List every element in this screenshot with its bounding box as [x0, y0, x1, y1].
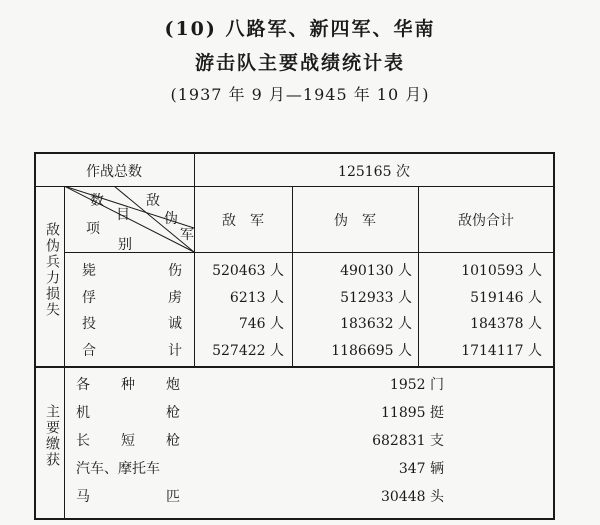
cell-total: 1714117 人 — [461, 343, 542, 359]
table-border-top — [34, 152, 555, 154]
row-label: 机 枪 — [76, 405, 180, 421]
row-label-right: 伤 — [168, 263, 182, 279]
statistics-table — [34, 152, 555, 520]
summary-value: 125165 次 — [338, 164, 410, 180]
cell-puppet: 490130 人 — [340, 263, 412, 279]
header-char-mu: 目 — [116, 207, 130, 223]
title-date-range: (1937 年 9 月—1945 年 10 月) — [170, 85, 430, 104]
cell-value: 1952 门 — [389, 377, 444, 393]
section-label-captures: 主要缴获 — [44, 404, 60, 468]
cell-total: 184378 人 — [470, 316, 542, 332]
section-label-losses: 敌伪兵力损失 — [44, 222, 60, 318]
cell-puppet: 183632 人 — [340, 316, 412, 332]
row-label-left: 投 — [82, 316, 96, 332]
cell-enemy: 527422 人 — [212, 343, 284, 359]
cell-enemy: 520463 人 — [212, 263, 284, 279]
table-border-bottom — [34, 518, 555, 520]
cell-puppet: 512933 人 — [340, 290, 412, 306]
cell-enemy: 6213 人 — [229, 290, 284, 306]
table-border-left — [34, 152, 36, 520]
title-line-1: (10) 八路军、新四军、华南 — [164, 18, 436, 40]
cell-enemy: 746 人 — [238, 316, 284, 332]
title-line-2: 游击队主要战绩统计表 — [194, 52, 405, 74]
cell-value: 682831 支 — [372, 433, 444, 449]
header-char-shu: 数 — [90, 193, 104, 209]
row-label-left: 合 — [82, 343, 96, 359]
header-char-jun: 军 — [180, 227, 194, 243]
column-header-enemy: 敌 军 — [222, 213, 264, 229]
row-label: 各 种 炮 — [76, 377, 180, 393]
row-label-right: 计 — [168, 343, 182, 359]
cell-value: 347 辆 — [398, 461, 444, 477]
summary-label: 作战总数 — [86, 164, 142, 180]
cell-puppet: 1186695 人 — [331, 343, 412, 359]
item-column-divider — [194, 152, 195, 366]
header-char-wei: 伪 — [164, 211, 178, 227]
table-border-right — [553, 152, 555, 520]
row-label: 马 匹 — [76, 489, 180, 505]
column-header-total: 敌伪合计 — [458, 213, 514, 229]
header-char-xiang: 项 — [86, 221, 100, 237]
row-label-left: 毙 — [82, 263, 96, 279]
cell-total: 519146 人 — [470, 290, 542, 306]
row-label-right: 诚 — [168, 316, 182, 332]
cell-total: 1010593 人 — [461, 263, 542, 279]
section-divider — [34, 366, 555, 368]
cell-value: 30448 头 — [381, 489, 444, 505]
row-label: 汽车、摩托车 — [76, 461, 160, 477]
row-label-right: 虏 — [168, 290, 182, 306]
cell-value: 11895 挺 — [381, 405, 444, 421]
row-label: 长 短 枪 — [76, 433, 180, 449]
row-label-left: 俘 — [82, 290, 96, 306]
header-char-bie: 别 — [118, 237, 132, 253]
header-char-di: 敌 — [146, 193, 160, 209]
column-header-puppet: 伪 军 — [334, 213, 376, 229]
